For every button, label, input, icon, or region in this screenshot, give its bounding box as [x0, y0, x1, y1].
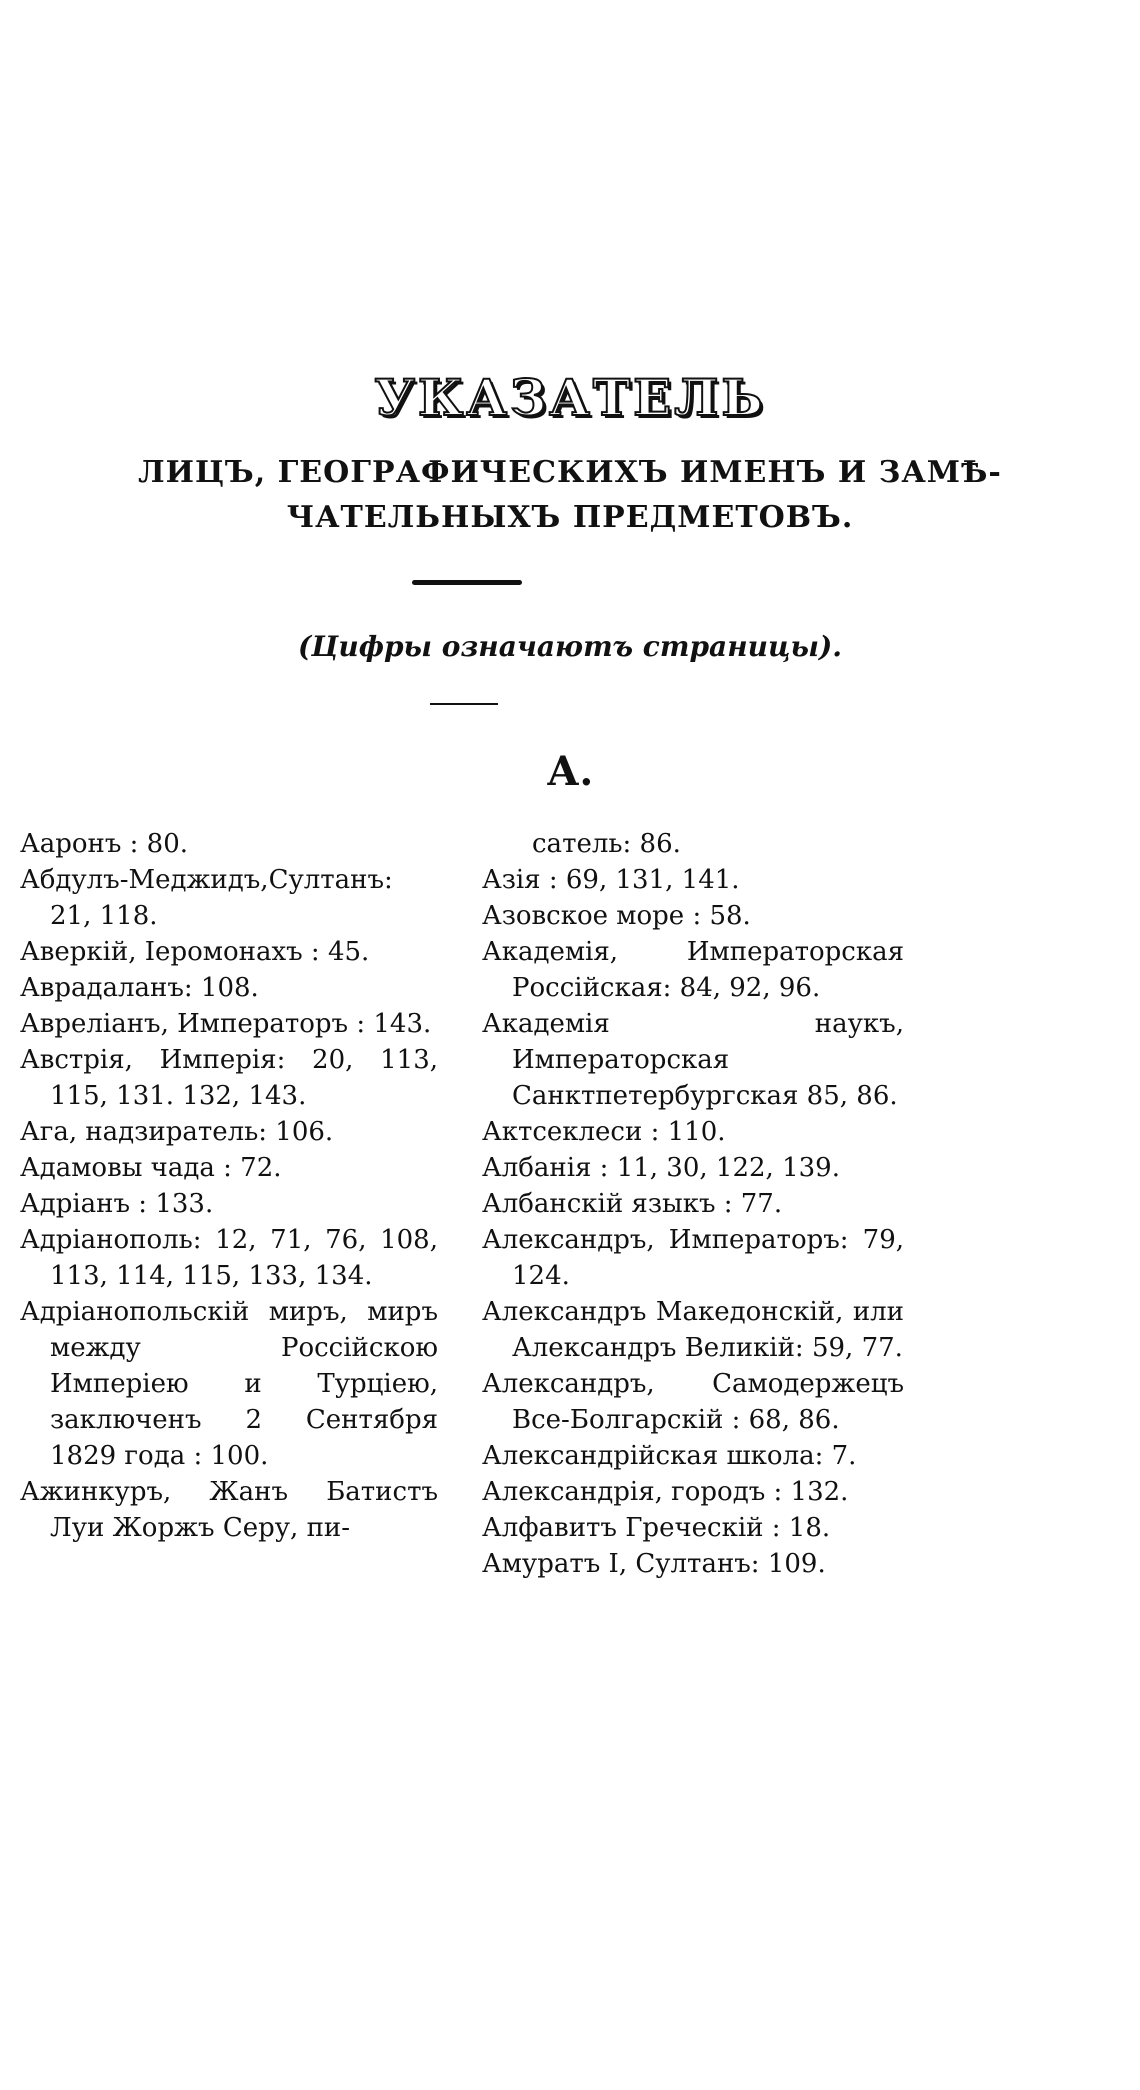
- index-entry: Александрійская школа: 7.: [482, 1441, 857, 1471]
- right-column: [482, 826, 904, 1582]
- index-entry: Албанскій языкъ : 77.: [482, 1189, 783, 1219]
- index-entry: Академія наукъ, Императорская Санктпетербургская 85, 86.: [482, 1009, 904, 1111]
- index-entry: Адамовы чада : 72.: [20, 1153, 282, 1183]
- index-entry: Ажинкуръ, Жанъ Батистъ Луи Жоржъ Серу, пи-: [20, 1477, 438, 1543]
- index-subtitle-line1: ЛИЦЪ, ГЕОГРАФИЧЕСКИХЪ ИМЕНЪ И ЗАМѢ-: [138, 455, 1002, 490]
- index-entry: Академія, Императорская Россійская: 84, 92, 96.: [482, 937, 904, 1003]
- index-entry: Алфавитъ Греческій : 18.: [482, 1513, 831, 1543]
- index-entry: Адріанъ : 133.: [20, 1189, 214, 1219]
- index-entry: Адріанополь: 12, 71, 76, 108, 113, 114, 115, 133, 134.: [20, 1225, 438, 1291]
- index-entry: Азія : 69, 131, 141.: [482, 865, 740, 895]
- index-entry-continuation: сатель: 86.: [532, 829, 681, 859]
- index-entry: Александръ, Самодержецъ Все-Болгарскій : 68, 86.: [482, 1369, 904, 1435]
- ornamental-rule: [412, 580, 522, 585]
- index-entry: Амуратъ I, Султанъ: 109.: [482, 1549, 826, 1579]
- index-entry: Александрія, городъ : 132.: [482, 1477, 849, 1507]
- index-entry: Ааронъ : 80.: [20, 829, 188, 859]
- index-entry: Ага, надзиратель: 106.: [20, 1117, 334, 1147]
- index-entry: Аверкій, Іеромонахъ : 45.: [20, 937, 370, 967]
- index-entry: Актсеклеси : 110.: [482, 1117, 726, 1147]
- index-entry: Адріанопольскій миръ, миръ между Россійскою Имперіею и Турціею, заключенъ 2 Сентября 1829 года : 100.: [20, 1297, 438, 1471]
- index-entry: Абдулъ-Меджидъ,Султанъ: 21, 118.: [20, 865, 393, 931]
- index-subtitle-line2: ЧАТЕЛЬНЫХЪ ПРЕДМЕТОВЪ.: [286, 500, 854, 535]
- index-entry: Австрія, Имперія: 20, 113, 115, 131. 132, 143.: [20, 1045, 438, 1111]
- index-title: УКАЗАТЕЛЬ: [374, 368, 766, 427]
- page-number-note: (Цифры означаютъ страницы).: [298, 630, 842, 663]
- divider-rule: [430, 703, 498, 705]
- index-entry: Азовское море : 58.: [482, 901, 751, 931]
- index-entry: Александръ, Императоръ: 79, 124.: [482, 1225, 904, 1291]
- left-column: [20, 826, 438, 1546]
- index-entry: Аврадаланъ: 108.: [20, 973, 259, 1003]
- index-entry: Авреліанъ, Императоръ : 143.: [20, 1009, 432, 1039]
- index-entry: Александръ Македонскій, или Александръ Великій: 59, 77.: [482, 1297, 904, 1363]
- index-entry: Албанія : 11, 30, 122, 139.: [482, 1153, 840, 1183]
- section-letter: А.: [546, 748, 594, 795]
